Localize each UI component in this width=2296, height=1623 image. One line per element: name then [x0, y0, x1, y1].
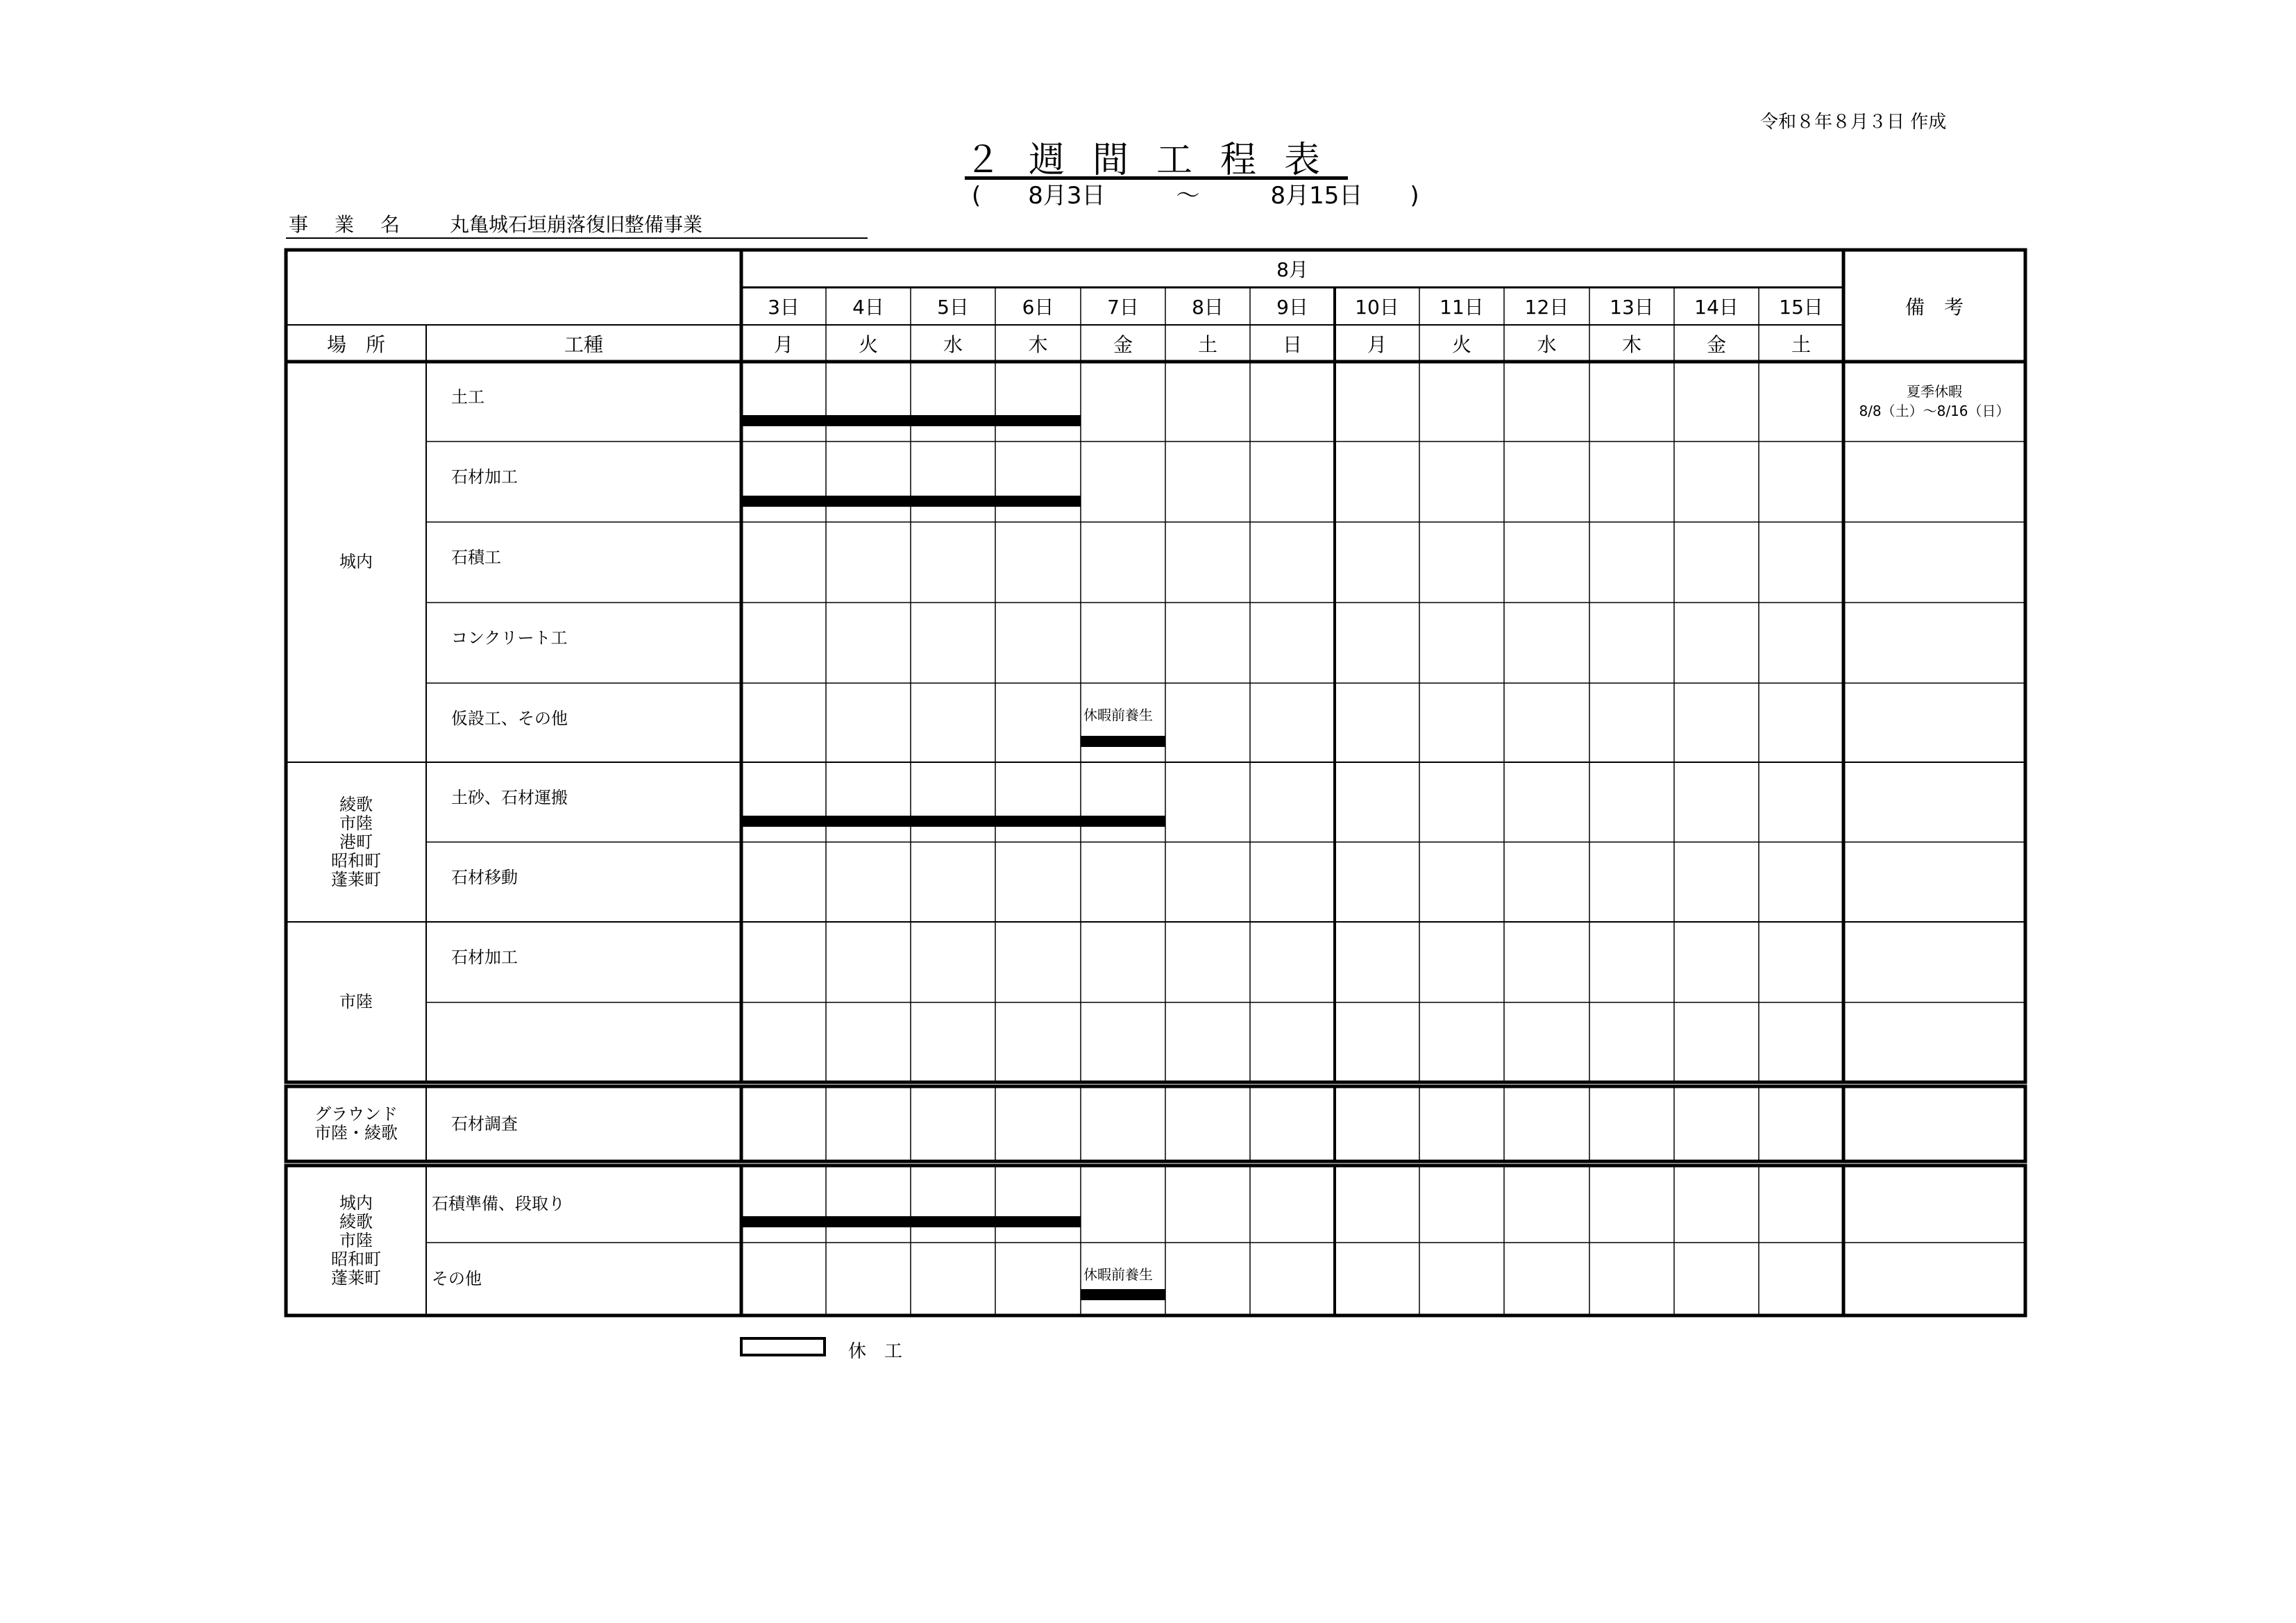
day-header: 15日 [1779, 296, 1823, 319]
day-header: 4日 [852, 296, 884, 319]
remarks-line: 8/8（土）～8/16（日） [1859, 402, 2010, 419]
schedule-bar [741, 816, 1165, 827]
weekday-header: 金 [1113, 333, 1133, 356]
place-cell: 城内 綾歌 市陸 昭和町 蓬莱町 [331, 1193, 381, 1288]
legend-label: 休 工 [848, 1341, 903, 1362]
place-cell: グラウンド 市陸・綾歌 [314, 1104, 398, 1143]
weekday-header: 日 [1282, 333, 1302, 356]
weekday-header: 月 [773, 333, 793, 356]
page-title: ２週間工程表 [965, 140, 1349, 181]
place-cell: 綾歌 市陸 港町 昭和町 蓬莱町 [331, 794, 381, 889]
work-type-cell: 石材移動 [451, 868, 518, 887]
weekday-header: 火 [858, 333, 878, 356]
day-header: 10日 [1355, 296, 1399, 319]
schedule-bar [741, 415, 1081, 426]
work-type-cell: 石積工 [451, 548, 501, 567]
work-type-cell: 石材調査 [451, 1113, 518, 1134]
project-name: 丸亀城石垣崩落復旧整備事業 [450, 213, 703, 236]
schedule-bar [741, 1216, 1081, 1227]
month-header: 8月 [1276, 258, 1308, 281]
remarks-header: 備 考 [1905, 295, 1964, 319]
work-type-cell [451, 1002, 741, 1082]
schedule-bar [741, 496, 1081, 507]
day-header: 14日 [1694, 296, 1739, 319]
work-type-cell: 仮設工、その他 [451, 709, 568, 728]
legend-box [740, 1337, 826, 1356]
day-header: 13日 [1610, 296, 1654, 319]
day-header: 7日 [1107, 296, 1139, 319]
weekday-header: 土 [1197, 333, 1217, 356]
place-cell: 市陸 [339, 992, 373, 1011]
schedule-note: 休暇前養生 [1083, 707, 1153, 723]
weekday-header: 木 [1621, 333, 1641, 356]
schedule-bar [1081, 736, 1165, 747]
schedule-bar [1081, 1289, 1165, 1300]
place-header: 場 所 [326, 333, 385, 356]
period-range: ( 8月3日 ～ 8月15日 ) [972, 182, 1419, 210]
day-header: 3日 [768, 296, 800, 319]
place-cell: 城内 [339, 552, 373, 571]
day-header: 5日 [937, 296, 969, 319]
day-header: 11日 [1440, 296, 1484, 319]
weekday-header: 月 [1367, 333, 1387, 356]
day-header: 9日 [1276, 296, 1308, 319]
project-label: 事業名 [289, 213, 427, 236]
weekday-header: 水 [943, 333, 963, 356]
day-header: 8日 [1192, 296, 1224, 319]
day-header: 6日 [1022, 296, 1054, 319]
weekday-header: 木 [1028, 333, 1048, 356]
work-type-cell: 石材加工 [451, 467, 518, 487]
day-header: 12日 [1524, 296, 1569, 319]
weekday-header: 土 [1791, 333, 1811, 356]
schedule-note: 休暇前養生 [1083, 1266, 1153, 1283]
work-type-cell: コンクリート工 [451, 628, 568, 648]
work-type-cell: 石材加工 [451, 948, 518, 967]
weekday-header: 水 [1537, 333, 1557, 356]
work-type-cell: 土工 [451, 387, 484, 407]
weekday-header: 火 [1451, 333, 1471, 356]
created-date: 令和８年８月３日 作成 [1760, 112, 1947, 133]
remarks-line: 夏季休暇 [1907, 382, 1962, 400]
work-header: 工種 [564, 333, 603, 356]
work-type-cell: 石積準備、段取り [432, 1194, 565, 1213]
work-type-cell: その他 [432, 1269, 482, 1288]
weekday-header: 金 [1706, 333, 1726, 356]
work-type-cell: 土砂、石材運搬 [451, 788, 568, 807]
